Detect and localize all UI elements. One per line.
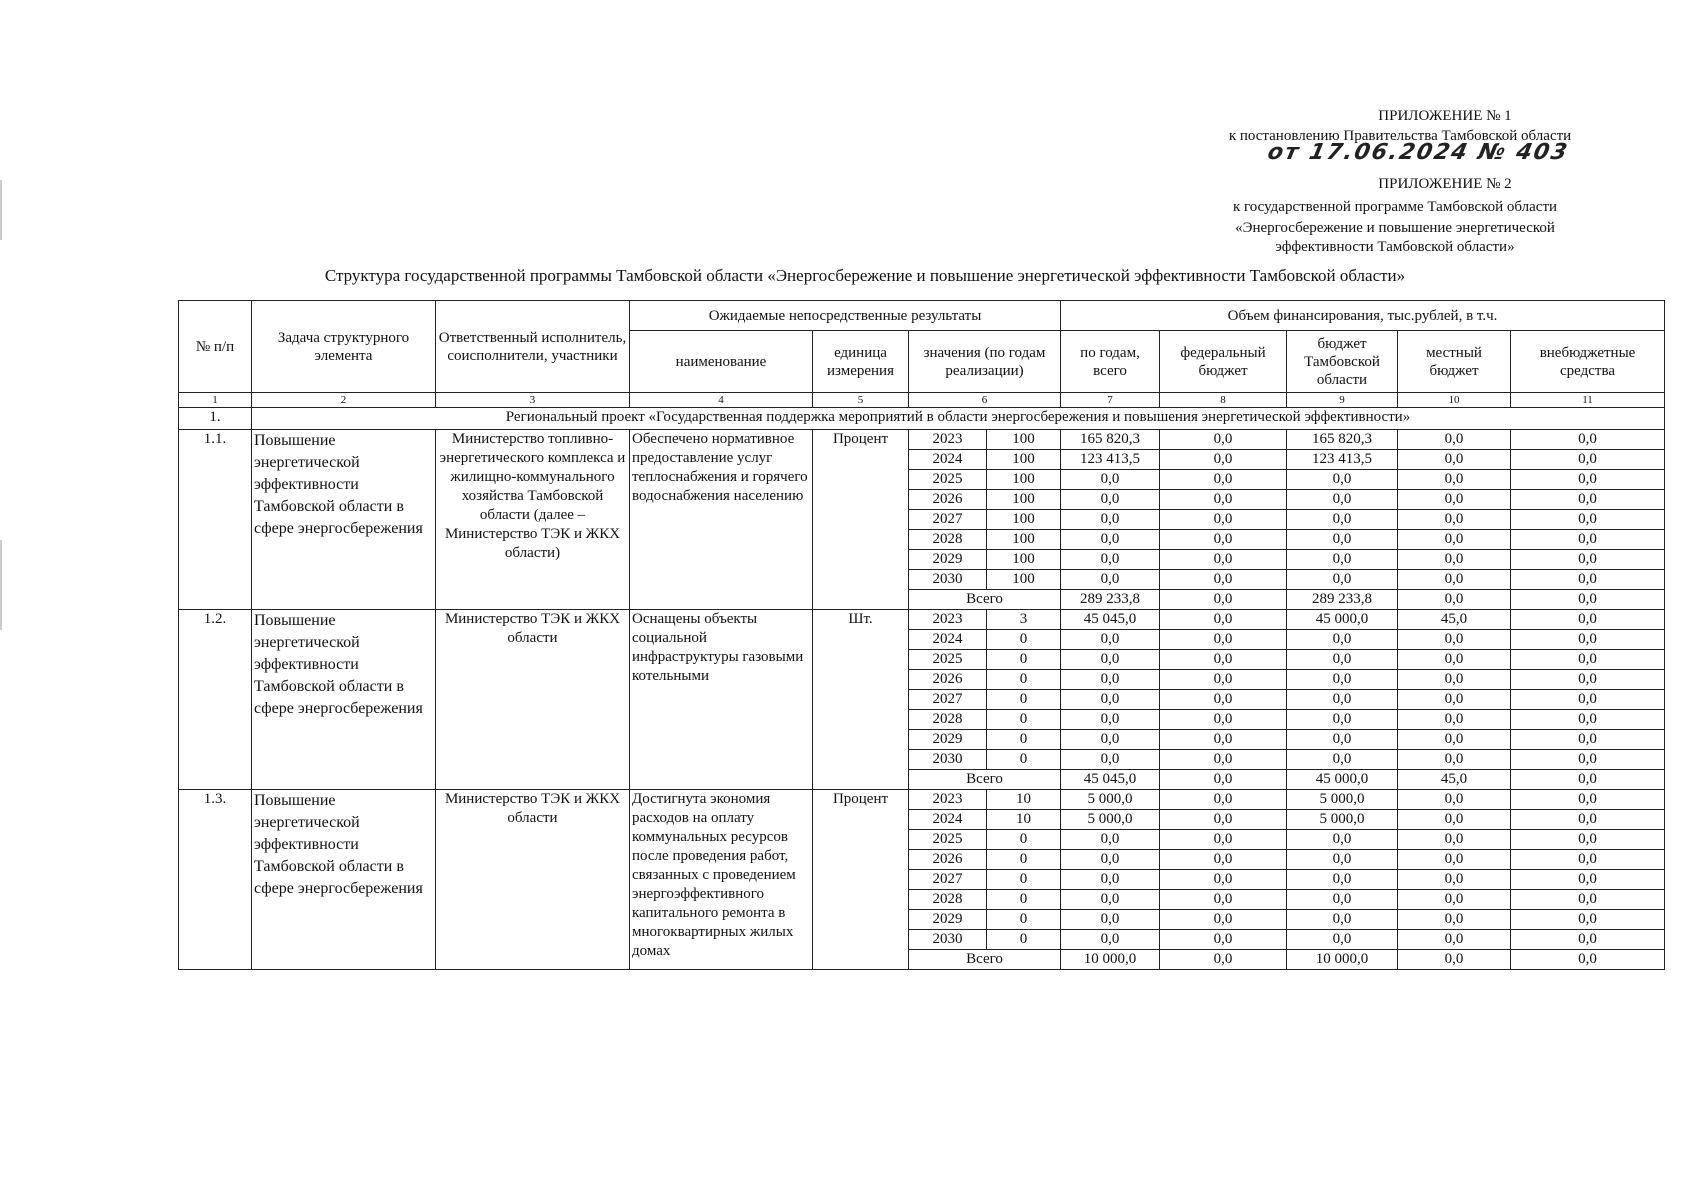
col-number-cell: 10 bbox=[1398, 393, 1511, 408]
value-cell: 0 bbox=[987, 930, 1061, 950]
amount-cell: 0,0 bbox=[1287, 650, 1398, 670]
amount-cell: 0,0 bbox=[1287, 490, 1398, 510]
amount-cell: 0,0 bbox=[1398, 910, 1511, 930]
section-num: 1.3. bbox=[179, 790, 252, 970]
value-cell: 100 bbox=[987, 490, 1061, 510]
col-number-cell: 3 bbox=[436, 393, 630, 408]
appendix2-line2: «Энергосбережение и повышение энергетической bbox=[1235, 220, 1555, 236]
amount-cell: 0,0 bbox=[1287, 710, 1398, 730]
total-amount-cell: 45,0 bbox=[1398, 770, 1511, 790]
appendix2-line3: эффективности Тамбовской области» bbox=[1275, 239, 1515, 255]
col-number-cell: 2 bbox=[252, 393, 436, 408]
value-cell: 10 bbox=[987, 790, 1061, 810]
value-cell: 0 bbox=[987, 910, 1061, 930]
section-task: Повышение энергетической эффективности Тамбовской области в сфере энергосбережения bbox=[252, 610, 436, 790]
year-cell: 2025 bbox=[909, 650, 987, 670]
column-number-row bbox=[179, 393, 1665, 408]
year-cell: 2025 bbox=[909, 470, 987, 490]
col-number-cell: 1 bbox=[179, 393, 252, 408]
amount-cell: 0,0 bbox=[1511, 690, 1665, 710]
appendix2-line1: к государственной программе Тамбовской области bbox=[1232, 199, 1558, 215]
value-cell: 0 bbox=[987, 850, 1061, 870]
col-number-cell: 5 bbox=[813, 393, 909, 408]
section-task: Повышение энергетической эффективности Тамбовской области в сфере энергосбережения bbox=[252, 430, 436, 610]
amount-cell: 0,0 bbox=[1511, 810, 1665, 830]
amount-cell: 0,0 bbox=[1061, 930, 1160, 950]
amount-cell: 0,0 bbox=[1398, 630, 1511, 650]
amount-cell: 0,0 bbox=[1061, 830, 1160, 850]
amount-cell: 0,0 bbox=[1511, 570, 1665, 590]
amount-cell: 0,0 bbox=[1160, 530, 1287, 550]
year-cell: 2024 bbox=[909, 810, 987, 830]
amount-cell: 0,0 bbox=[1160, 790, 1287, 810]
amount-cell: 0,0 bbox=[1287, 470, 1398, 490]
col-header-num: № п/п bbox=[179, 301, 252, 393]
total-amount-cell: 0,0 bbox=[1511, 770, 1665, 790]
amount-cell: 0,0 bbox=[1398, 650, 1511, 670]
col-header-task: Задача структурного элемента bbox=[252, 301, 436, 393]
amount-cell: 0,0 bbox=[1511, 790, 1665, 810]
amount-cell: 0,0 bbox=[1061, 510, 1160, 530]
amount-cell: 0,0 bbox=[1287, 910, 1398, 930]
amount-cell: 0,0 bbox=[1511, 710, 1665, 730]
amount-cell: 0,0 bbox=[1287, 750, 1398, 770]
col-header-extra: внебюджетные средства bbox=[1511, 331, 1665, 393]
amount-cell: 5 000,0 bbox=[1061, 790, 1160, 810]
col-header-federal: федеральный бюджет bbox=[1160, 331, 1287, 393]
amount-cell: 0,0 bbox=[1061, 650, 1160, 670]
amount-cell: 0,0 bbox=[1398, 450, 1511, 470]
section-result: Обеспечено нормативное предоставление услуг теплоснабжения и горячего водоснабжения населению bbox=[630, 430, 813, 610]
amount-cell: 165 820,3 bbox=[1287, 430, 1398, 450]
amount-cell: 0,0 bbox=[1398, 790, 1511, 810]
amount-cell: 0,0 bbox=[1511, 630, 1665, 650]
year-cell: 2025 bbox=[909, 830, 987, 850]
year-cell: 2026 bbox=[909, 490, 987, 510]
amount-cell: 0,0 bbox=[1287, 830, 1398, 850]
amount-cell: 0,0 bbox=[1160, 750, 1287, 770]
total-amount-cell: 10 000,0 bbox=[1061, 950, 1160, 970]
amount-cell: 0,0 bbox=[1287, 510, 1398, 530]
amount-cell: 0,0 bbox=[1061, 530, 1160, 550]
year-cell: 2024 bbox=[909, 630, 987, 650]
amount-cell: 0,0 bbox=[1398, 930, 1511, 950]
total-amount-cell: 0,0 bbox=[1160, 590, 1287, 610]
year-cell: 2029 bbox=[909, 730, 987, 750]
amount-cell: 0,0 bbox=[1160, 710, 1287, 730]
amount-cell: 0,0 bbox=[1160, 510, 1287, 530]
amount-cell: 0,0 bbox=[1160, 630, 1287, 650]
col-number-cell: 4 bbox=[630, 393, 813, 408]
amount-cell: 0,0 bbox=[1398, 710, 1511, 730]
amount-cell: 165 820,3 bbox=[1061, 430, 1160, 450]
value-cell: 100 bbox=[987, 510, 1061, 530]
year-cell: 2027 bbox=[909, 510, 987, 530]
total-amount-cell: 45 000,0 bbox=[1287, 770, 1398, 790]
total-label: Всего bbox=[909, 770, 1061, 790]
value-cell: 100 bbox=[987, 450, 1061, 470]
col-header-total: по годам, всего bbox=[1061, 331, 1160, 393]
total-amount-cell: 289 233,8 bbox=[1061, 590, 1160, 610]
value-cell: 0 bbox=[987, 890, 1061, 910]
value-cell: 10 bbox=[987, 810, 1061, 830]
scan-artifact bbox=[0, 180, 2, 240]
amount-cell: 0,0 bbox=[1398, 670, 1511, 690]
amount-cell: 0,0 bbox=[1398, 530, 1511, 550]
amount-cell: 0,0 bbox=[1061, 870, 1160, 890]
amount-cell: 0,0 bbox=[1160, 450, 1287, 470]
amount-cell: 0,0 bbox=[1398, 870, 1511, 890]
year-cell: 2029 bbox=[909, 550, 987, 570]
amount-cell: 0,0 bbox=[1160, 910, 1287, 930]
amount-cell: 0,0 bbox=[1511, 650, 1665, 670]
amount-cell: 0,0 bbox=[1061, 890, 1160, 910]
amount-cell: 0,0 bbox=[1287, 630, 1398, 650]
value-cell: 100 bbox=[987, 570, 1061, 590]
section-unit: Процент bbox=[813, 790, 909, 970]
amount-cell: 5 000,0 bbox=[1061, 810, 1160, 830]
amount-cell: 0,0 bbox=[1287, 690, 1398, 710]
section-num: 1.2. bbox=[179, 610, 252, 790]
year-cell: 2030 bbox=[909, 570, 987, 590]
year-cell: 2030 bbox=[909, 750, 987, 770]
amount-cell: 0,0 bbox=[1061, 470, 1160, 490]
col-number-cell: 8 bbox=[1160, 393, 1287, 408]
amount-cell: 0,0 bbox=[1511, 510, 1665, 530]
total-amount-cell: 0,0 bbox=[1511, 950, 1665, 970]
year-cell: 2028 bbox=[909, 890, 987, 910]
amount-cell: 0,0 bbox=[1398, 750, 1511, 770]
amount-cell: 123 413,5 bbox=[1287, 450, 1398, 470]
amount-cell: 0,0 bbox=[1061, 910, 1160, 930]
total-amount-cell: 10 000,0 bbox=[1287, 950, 1398, 970]
amount-cell: 0,0 bbox=[1061, 490, 1160, 510]
col-number-cell: 11 bbox=[1511, 393, 1665, 408]
amount-cell: 0,0 bbox=[1511, 610, 1665, 630]
total-amount-cell: 0,0 bbox=[1398, 590, 1511, 610]
amount-cell: 0,0 bbox=[1160, 470, 1287, 490]
region-num: 1. bbox=[179, 408, 252, 430]
value-cell: 0 bbox=[987, 690, 1061, 710]
amount-cell: 0,0 bbox=[1511, 730, 1665, 750]
col-header-financing: Объем финансирования, тыс.рублей, в т.ч. bbox=[1061, 301, 1665, 331]
amount-cell: 45,0 bbox=[1398, 610, 1511, 630]
col-header-executor: Ответственный исполнитель, соисполнители, участники bbox=[436, 301, 630, 393]
program-structure-table bbox=[178, 300, 1665, 970]
col-header-local: местный бюджет bbox=[1398, 331, 1511, 393]
region-project-row bbox=[179, 408, 1665, 430]
total-amount-cell: 0,0 bbox=[1511, 590, 1665, 610]
amount-cell: 0,0 bbox=[1287, 890, 1398, 910]
section-unit: Процент bbox=[813, 430, 909, 610]
scan-artifact bbox=[0, 540, 2, 630]
amount-cell: 0,0 bbox=[1160, 550, 1287, 570]
section-executor: Министерство ТЭК и ЖКХ области bbox=[436, 790, 630, 970]
handwritten-date-number: от 17.06.2024 № 403 bbox=[1265, 140, 1572, 165]
total-label: Всего bbox=[909, 950, 1061, 970]
amount-cell: 0,0 bbox=[1160, 850, 1287, 870]
amount-cell: 0,0 bbox=[1287, 570, 1398, 590]
section-executor: Министерство ТЭК и ЖКХ области bbox=[436, 610, 630, 790]
year-cell: 2028 bbox=[909, 530, 987, 550]
amount-cell: 0,0 bbox=[1160, 810, 1287, 830]
col-header-results: Ожидаемые непосредственные результаты bbox=[630, 301, 1061, 331]
region-title: Региональный проект «Государственная поддержка мероприятий в области энергосбережения и повышения энергетической эффективности» bbox=[252, 408, 1665, 430]
amount-cell: 0,0 bbox=[1160, 610, 1287, 630]
amount-cell: 0,0 bbox=[1398, 730, 1511, 750]
document-title: Структура государственной программы Тамбовской области «Энергосбережение и повышение энергетической эффективности Тамбовской области» bbox=[324, 266, 1406, 285]
amount-cell: 0,0 bbox=[1511, 890, 1665, 910]
amount-cell: 0,0 bbox=[1287, 550, 1398, 570]
total-amount-cell: 289 233,8 bbox=[1287, 590, 1398, 610]
amount-cell: 0,0 bbox=[1511, 750, 1665, 770]
amount-cell: 0,0 bbox=[1061, 690, 1160, 710]
value-cell: 0 bbox=[987, 870, 1061, 890]
amount-cell: 0,0 bbox=[1398, 550, 1511, 570]
year-cell: 2023 bbox=[909, 790, 987, 810]
amount-cell: 0,0 bbox=[1511, 850, 1665, 870]
amount-cell: 0,0 bbox=[1160, 570, 1287, 590]
amount-cell: 0,0 bbox=[1160, 830, 1287, 850]
amount-cell: 0,0 bbox=[1061, 570, 1160, 590]
total-amount-cell: 0,0 bbox=[1160, 770, 1287, 790]
value-cell: 0 bbox=[987, 630, 1061, 650]
amount-cell: 0,0 bbox=[1061, 670, 1160, 690]
amount-cell: 0,0 bbox=[1511, 550, 1665, 570]
section-unit: Шт. bbox=[813, 610, 909, 790]
total-amount-cell: 0,0 bbox=[1160, 950, 1287, 970]
amount-cell: 0,0 bbox=[1287, 850, 1398, 870]
value-cell: 0 bbox=[987, 750, 1061, 770]
amount-cell: 0,0 bbox=[1398, 430, 1511, 450]
section-result: Оснащены объекты социальной инфраструктуры газовыми котельными bbox=[630, 610, 813, 790]
amount-cell: 0,0 bbox=[1511, 450, 1665, 470]
table-row bbox=[179, 430, 1665, 450]
year-cell: 2024 bbox=[909, 450, 987, 470]
amount-cell: 0,0 bbox=[1160, 490, 1287, 510]
amount-cell: 0,0 bbox=[1511, 830, 1665, 850]
amount-cell: 0,0 bbox=[1160, 870, 1287, 890]
value-cell: 0 bbox=[987, 730, 1061, 750]
amount-cell: 0,0 bbox=[1160, 730, 1287, 750]
amount-cell: 0,0 bbox=[1160, 650, 1287, 670]
amount-cell: 0,0 bbox=[1398, 570, 1511, 590]
amount-cell: 0,0 bbox=[1287, 670, 1398, 690]
amount-cell: 45 045,0 bbox=[1061, 610, 1160, 630]
col-header-values: значения (по годам реализации) bbox=[909, 331, 1061, 393]
col-header-result-name: наименование bbox=[630, 331, 813, 393]
amount-cell: 0,0 bbox=[1511, 470, 1665, 490]
col-number-cell: 6 bbox=[909, 393, 1061, 408]
amount-cell: 0,0 bbox=[1061, 850, 1160, 870]
section-task: Повышение энергетической эффективности Тамбовской области в сфере энергосбережения bbox=[252, 790, 436, 970]
amount-cell: 0,0 bbox=[1160, 690, 1287, 710]
value-cell: 3 bbox=[987, 610, 1061, 630]
amount-cell: 0,0 bbox=[1398, 510, 1511, 530]
amount-cell: 0,0 bbox=[1398, 890, 1511, 910]
amount-cell: 5 000,0 bbox=[1287, 810, 1398, 830]
amount-cell: 0,0 bbox=[1511, 430, 1665, 450]
year-cell: 2027 bbox=[909, 870, 987, 890]
amount-cell: 0,0 bbox=[1511, 870, 1665, 890]
section-num: 1.1. bbox=[179, 430, 252, 610]
year-cell: 2028 bbox=[909, 710, 987, 730]
amount-cell: 0,0 bbox=[1287, 730, 1398, 750]
amount-cell: 0,0 bbox=[1160, 890, 1287, 910]
amount-cell: 0,0 bbox=[1398, 850, 1511, 870]
amount-cell: 0,0 bbox=[1511, 530, 1665, 550]
amount-cell: 5 000,0 bbox=[1287, 790, 1398, 810]
amount-cell: 0,0 bbox=[1398, 490, 1511, 510]
section-executor: Министерство топливно-энергетического комплекса и жилищно-коммунального хозяйства Тамбовской области (далее – Министерство ТЭК и ЖКХ области) bbox=[436, 430, 630, 610]
col-number-cell: 9 bbox=[1287, 393, 1398, 408]
amount-cell: 0,0 bbox=[1398, 470, 1511, 490]
amount-cell: 0,0 bbox=[1287, 870, 1398, 890]
col-number-cell: 7 bbox=[1061, 393, 1160, 408]
value-cell: 100 bbox=[987, 470, 1061, 490]
year-cell: 2026 bbox=[909, 850, 987, 870]
year-cell: 2029 bbox=[909, 910, 987, 930]
amount-cell: 0,0 bbox=[1511, 930, 1665, 950]
value-cell: 100 bbox=[987, 530, 1061, 550]
value-cell: 100 bbox=[987, 430, 1061, 450]
table-row bbox=[179, 610, 1665, 630]
amount-cell: 0,0 bbox=[1061, 630, 1160, 650]
col-header-unit: единица измерения bbox=[813, 331, 909, 393]
amount-cell: 45 000,0 bbox=[1287, 610, 1398, 630]
value-cell: 0 bbox=[987, 830, 1061, 850]
amount-cell: 0,0 bbox=[1160, 930, 1287, 950]
appendix1-subtitle: к постановлению Правительства Тамбовской области bbox=[1228, 128, 1572, 144]
year-cell: 2030 bbox=[909, 930, 987, 950]
amount-cell: 0,0 bbox=[1160, 430, 1287, 450]
section-result: Достигнута экономия расходов на оплату коммунальных ресурсов после проведения работ, связанных с проведением энергоэффективного капитального ремонта в многоквартирных жилых домах bbox=[630, 790, 813, 970]
amount-cell: 0,0 bbox=[1398, 830, 1511, 850]
year-cell: 2026 bbox=[909, 670, 987, 690]
total-amount-cell: 45 045,0 bbox=[1061, 770, 1160, 790]
amount-cell: 0,0 bbox=[1061, 750, 1160, 770]
year-cell: 2027 bbox=[909, 690, 987, 710]
amount-cell: 0,0 bbox=[1061, 550, 1160, 570]
amount-cell: 0,0 bbox=[1511, 490, 1665, 510]
year-cell: 2023 bbox=[909, 430, 987, 450]
year-cell: 2023 bbox=[909, 610, 987, 630]
value-cell: 0 bbox=[987, 650, 1061, 670]
amount-cell: 0,0 bbox=[1287, 930, 1398, 950]
total-label: Всего bbox=[909, 590, 1061, 610]
value-cell: 0 bbox=[987, 670, 1061, 690]
amount-cell: 0,0 bbox=[1061, 730, 1160, 750]
col-header-regional: бюджет Тамбовской области bbox=[1287, 331, 1398, 393]
amount-cell: 0,0 bbox=[1398, 810, 1511, 830]
value-cell: 100 bbox=[987, 550, 1061, 570]
appendix1-heading: ПРИЛОЖЕНИЕ № 1 bbox=[1378, 108, 1512, 124]
amount-cell: 123 413,5 bbox=[1061, 450, 1160, 470]
total-amount-cell: 0,0 bbox=[1398, 950, 1511, 970]
amount-cell: 0,0 bbox=[1511, 670, 1665, 690]
table-row bbox=[179, 790, 1665, 810]
amount-cell: 0,0 bbox=[1287, 530, 1398, 550]
appendix2-heading: ПРИЛОЖЕНИЕ № 2 bbox=[1378, 176, 1512, 192]
amount-cell: 0,0 bbox=[1511, 910, 1665, 930]
value-cell: 0 bbox=[987, 710, 1061, 730]
amount-cell: 0,0 bbox=[1061, 710, 1160, 730]
amount-cell: 0,0 bbox=[1398, 690, 1511, 710]
amount-cell: 0,0 bbox=[1160, 670, 1287, 690]
